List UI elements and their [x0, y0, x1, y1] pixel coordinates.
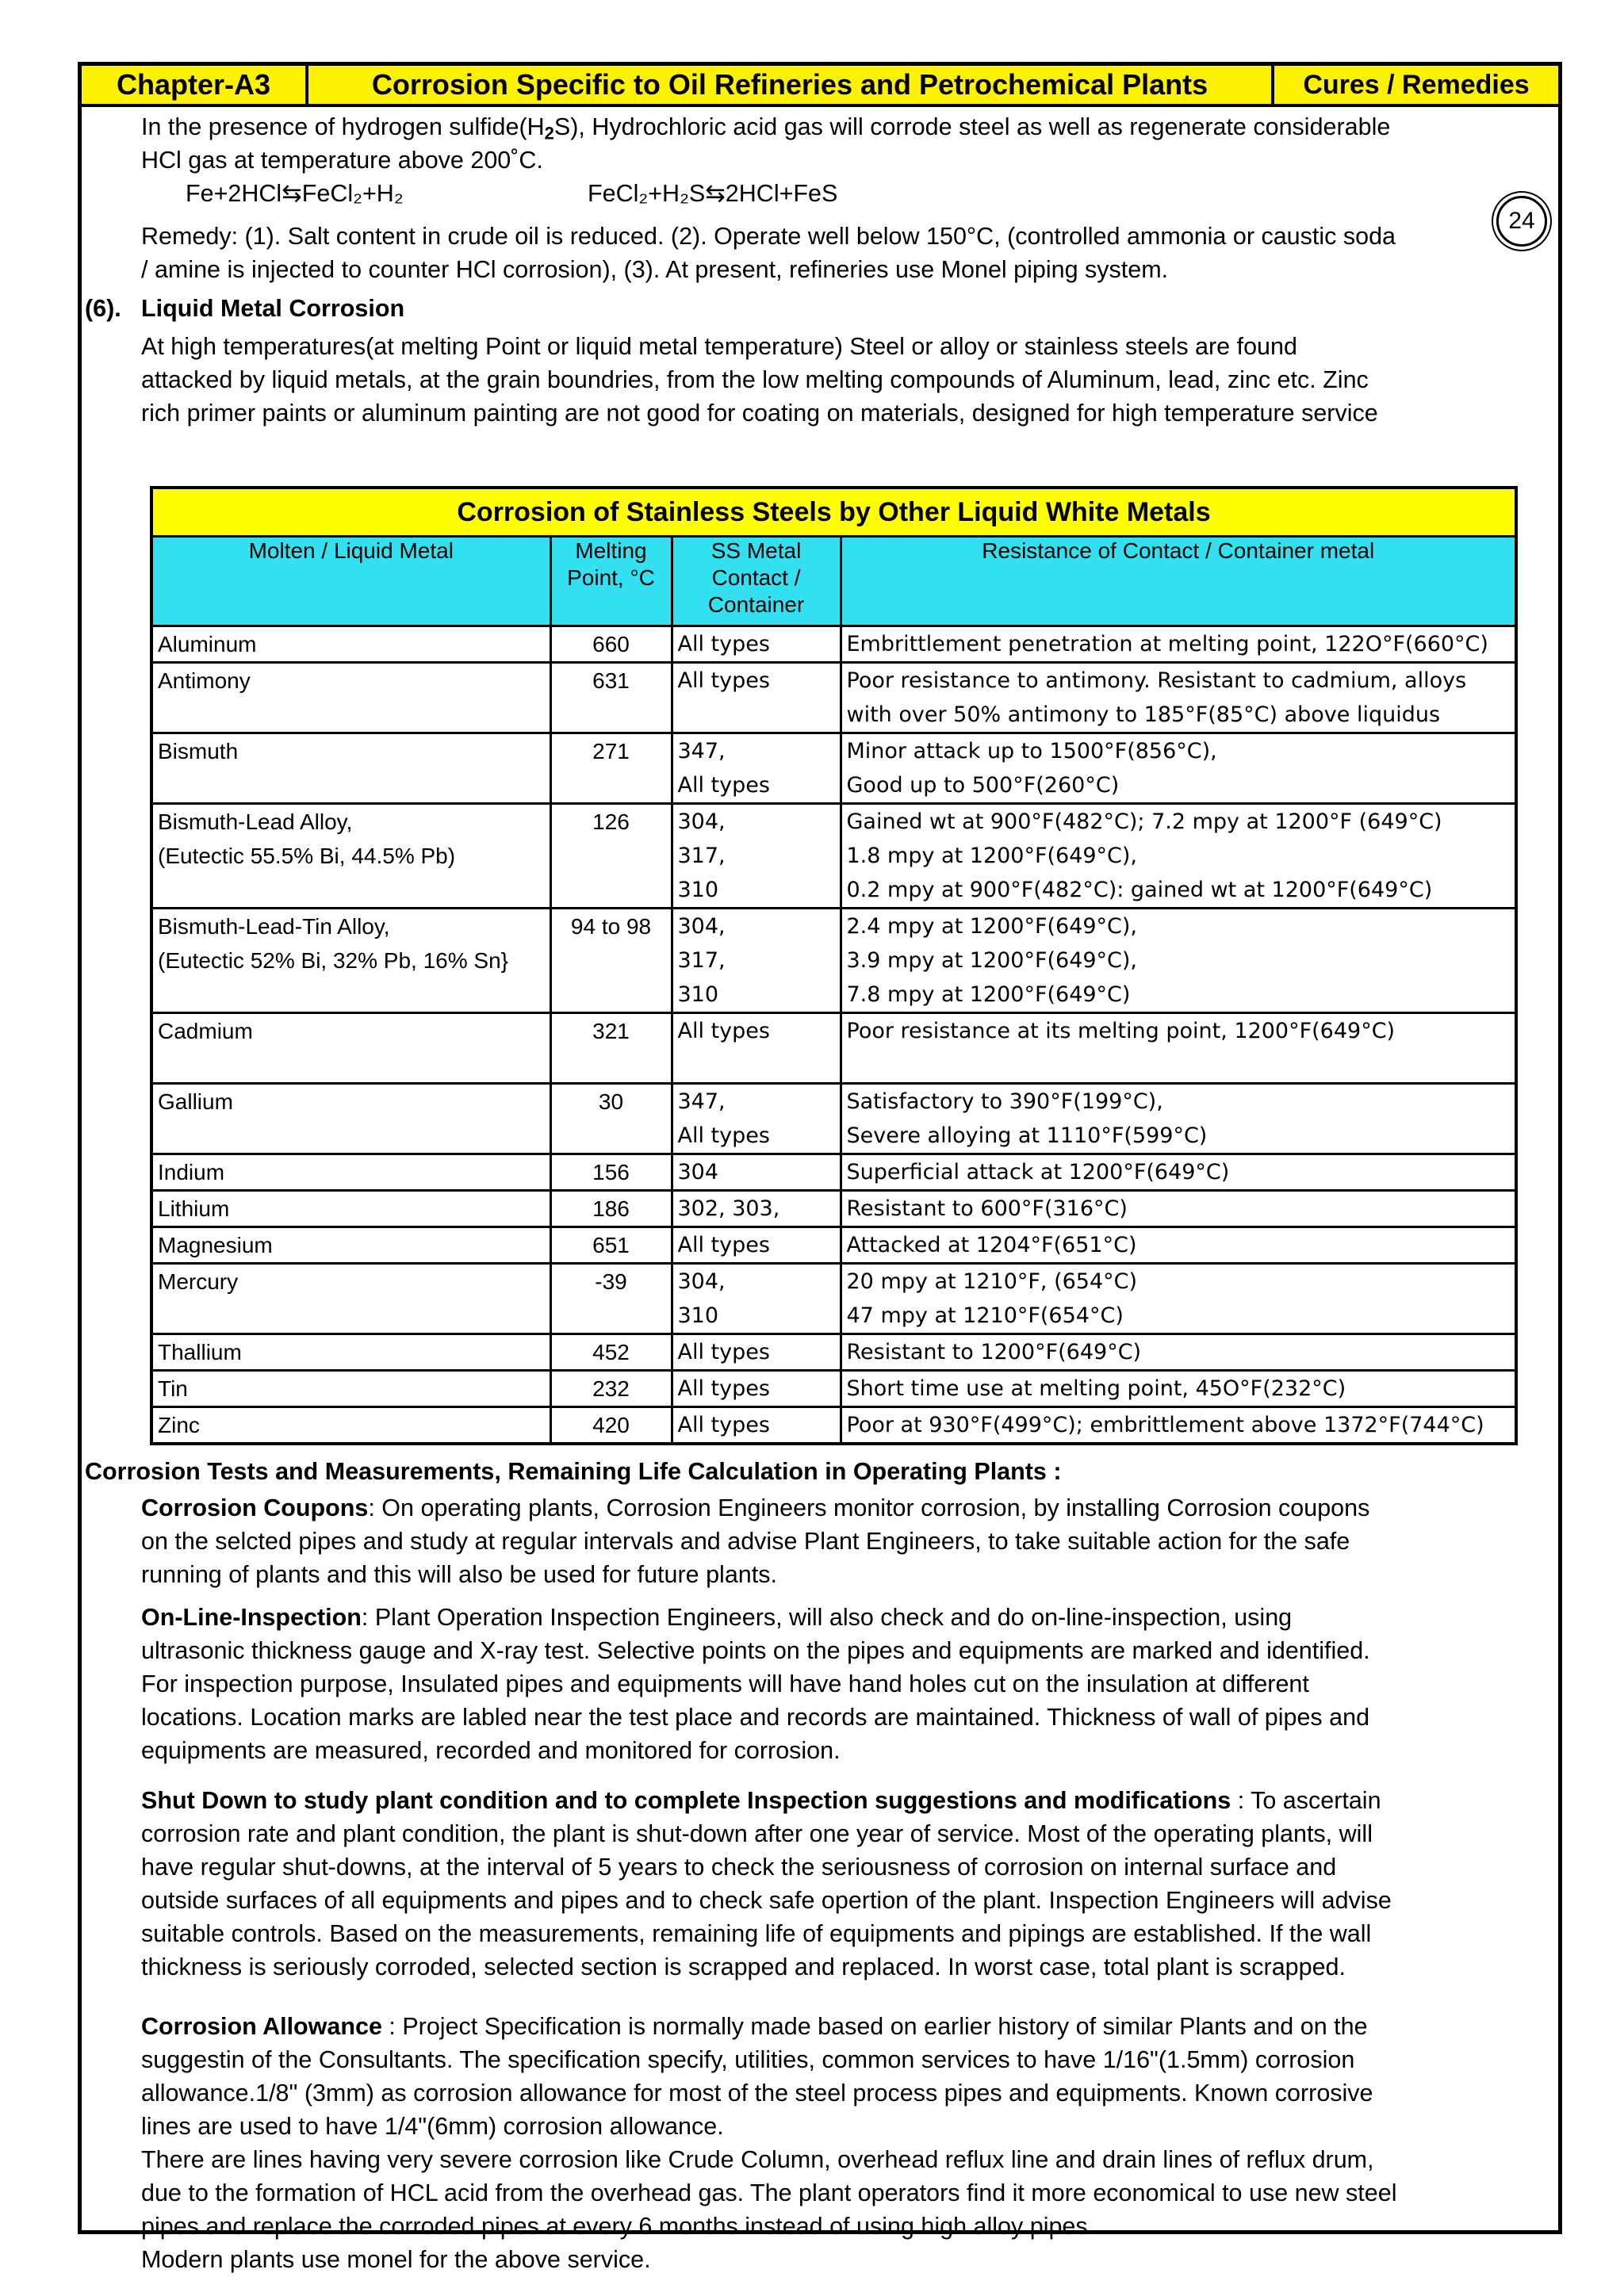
equation-2: FeCl₂+H₂S⇆2HCl+FeS: [588, 180, 838, 207]
table-row: [151, 1407, 1516, 1445]
page-number-badge: 24: [1496, 196, 1547, 247]
ss-contact-cell-text: All types: [677, 773, 770, 798]
melting-point-cell: [550, 1154, 672, 1191]
column-header: Molten / Liquid Metal: [151, 537, 550, 626]
resistance-cell: [841, 1407, 1516, 1445]
ss-contact-cell-text: All types: [677, 1019, 770, 1043]
metal-cell-text: Antimony: [158, 668, 251, 693]
melting-point-cell: [550, 1371, 672, 1407]
resistance-cell-text: Poor resistance at its melting point, 1200°F(649°C): [846, 1019, 1396, 1043]
ss-contact-cell: [672, 1191, 841, 1227]
metal-cell-text: Cadmium: [158, 1019, 253, 1043]
metal-cell-text: Bismuth-Lead Alloy,: [158, 809, 353, 834]
metal-cell-text: Bismuth-Lead-Tin Alloy,: [158, 914, 390, 939]
resistance-cell-text: with over 50% antimony to 185°F(85°C) above liquidus: [846, 702, 1441, 727]
paragraph-line: thickness is seriously corroded, selected section is scrapped and replaced. In worst case, total plant is scrapped.: [141, 1954, 1346, 1980]
ss-contact-cell-text: 304,: [677, 1269, 726, 1294]
ss-contact-cell: [672, 1264, 841, 1334]
paragraph-line: lines are used to have 1/4"(6mm) corrosion allowance.: [141, 2113, 724, 2140]
metal-cell-text: (Eutectic 55.5% Bi, 44.5% Pb): [158, 844, 456, 868]
ss-contact-cell-text: 310: [677, 1303, 719, 1328]
metal-cell: [151, 1013, 550, 1084]
paragraph-line: Modern plants use monel for the above service.: [141, 2246, 651, 2273]
resistance-cell: [841, 626, 1516, 663]
resistance-cell: [841, 1191, 1516, 1227]
table-row: [151, 626, 1516, 663]
resistance-cell: [841, 804, 1516, 909]
metal-cell-text: Bismuth: [158, 739, 239, 763]
metal-cell-text: Tin: [158, 1376, 188, 1401]
paragraph-line: allowance.1/8" (3mm) as corrosion allowance for most of the steel process pipes and equipments. Known corrosive: [141, 2080, 1373, 2107]
ss-contact-cell-text: All types: [677, 632, 770, 656]
section-title: Liquid Metal Corrosion: [141, 295, 405, 322]
table-row: [151, 1227, 1516, 1264]
ss-contact-cell: [672, 1154, 841, 1191]
ss-contact-cell: [672, 1227, 841, 1264]
column-header: Melting Point, °C: [550, 537, 672, 626]
resistance-cell: [841, 1264, 1516, 1334]
ss-contact-cell-text: 317,: [677, 948, 726, 973]
ss-contact-cell: [672, 1371, 841, 1407]
melting-point-cell-text: 321: [592, 1019, 630, 1043]
ss-contact-cell-text: 310: [677, 878, 719, 902]
paragraph-line: outside surfaces of all equipments and pipes and to check safe opertion of the plant. Inspection Engineers will advise: [141, 1887, 1392, 1914]
remedy-line-2: / amine is injected to counter HCl corrosion), (3). At present, refineries use Monel piping system.: [141, 256, 1169, 283]
ss-contact-cell-text: 304,: [677, 914, 726, 939]
table-row: [151, 663, 1516, 733]
metal-cell-text: Mercury: [158, 1269, 239, 1294]
resistance-cell-text: 0.2 mpy at 900°F(482°C): gained wt at 1200°F(649°C): [846, 878, 1433, 902]
paragraph-line: There are lines having very severe corrosion like Crude Column, overhead reflux line and drain lines of reflux drum,: [141, 2146, 1374, 2173]
ss-contact-cell: [672, 804, 841, 909]
melting-point-cell: [550, 1084, 672, 1154]
resistance-cell-text: Resistant to 1200°F(649°C): [846, 1340, 1142, 1364]
paragraph-line: : Plant Operation Inspection Engineers, will also check and do on-line-inspection, using: [361, 1604, 1293, 1631]
resistance-cell-text: 1.8 mpy at 1200°F(649°C),: [846, 844, 1138, 868]
metal-cell-text: Lithium: [158, 1196, 230, 1221]
table-row: [151, 909, 1516, 1013]
page-content: [82, 107, 1558, 2273]
melting-point-cell-text: -39: [595, 1269, 627, 1294]
melting-point-cell: [550, 909, 672, 1013]
resistance-cell: [841, 1227, 1516, 1264]
section-line-2: attacked by liquid metals, at the grain boundries, from the low melting compounds of Aluminum, lead, zinc etc. Zinc: [141, 366, 1369, 393]
page-frame: [78, 62, 1562, 2273]
melting-point-cell: [550, 1407, 672, 1445]
liquid-metal-table: [150, 486, 1518, 1445]
ss-contact-cell-text: All types: [677, 1233, 770, 1257]
chapter-title: Corrosion Specific to Oil Refineries and Petrochemical Plants: [308, 66, 1274, 104]
metal-cell: [151, 1407, 550, 1445]
metal-cell-text: Zinc: [158, 1413, 200, 1437]
paragraph-line: For inspection purpose, Insulated pipes and equipments will have hand holes cut on the insulation at different: [141, 1670, 1309, 1697]
resistance-cell-text: Short time use at melting point, 45O°F(232°C): [846, 1376, 1346, 1401]
remedy-line-1: Remedy: (1). Salt content in crude oil is reduced. (2). Operate well below 150°C, (controlled ammonia or caustic soda: [141, 223, 1396, 250]
melting-point-cell-text: 232: [592, 1376, 630, 1401]
resistance-cell-text: 2.4 mpy at 1200°F(649°C),: [846, 914, 1138, 939]
section-line-1: At high temperatures(at melting Point or liquid metal temperature) Steel or alloy or stainless steels are found: [141, 333, 1297, 360]
resistance-cell-text: Superficial attack at 1200°F(649°C): [846, 1160, 1230, 1184]
online-paragraph: [141, 1601, 1553, 1767]
metal-cell: [151, 1264, 550, 1334]
ss-contact-cell-text: 304,: [677, 809, 726, 834]
metal-cell: [151, 733, 550, 804]
paragraph-line: equipments are measured, recorded and monitored for corrosion.: [141, 1737, 841, 1764]
table-title: Corrosion of Stainless Steels by Other Liquid White Metals: [151, 488, 1516, 537]
allowance-paragraph: [141, 2010, 1553, 2276]
ss-contact-cell-text: 317,: [677, 844, 726, 868]
resistance-cell-text: Poor at 930°F(499°C); embrittlement above 1372°F(744°C): [846, 1413, 1484, 1437]
section-line-3: rich primer paints or aluminum painting are not good for coating on materials, designed for high temperature service: [141, 400, 1378, 427]
melting-point-cell: [550, 1013, 672, 1084]
shutdown-paragraph: [141, 1784, 1553, 1984]
resistance-cell: [841, 1154, 1516, 1191]
allowance-label: Corrosion Allowance: [141, 2013, 382, 2040]
resistance-cell-text: Gained wt at 900°F(482°C); 7.2 mpy at 1200°F (649°C): [846, 809, 1442, 834]
melting-point-cell-text: 651: [592, 1233, 630, 1257]
melting-point-cell-text: 156: [592, 1160, 630, 1184]
metal-cell: [151, 1154, 550, 1191]
metal-cell: [151, 1371, 550, 1407]
column-header: Resistance of Contact / Container metal: [841, 537, 1516, 626]
resistance-cell: [841, 1371, 1516, 1407]
ss-contact-cell: [672, 909, 841, 1013]
paragraph-line: pipes and replace the corroded pipes at every 6 months instead of using high alloy pipes.: [141, 2213, 1095, 2240]
paragraph-line: ultrasonic thickness gauge and X-ray test. Selective points on the pipes and equipments are marked and identified.: [141, 1637, 1370, 1664]
ss-contact-cell: [672, 733, 841, 804]
resistance-cell: [841, 1334, 1516, 1371]
ss-contact-cell-text: 347,: [677, 739, 726, 763]
ss-contact-cell-text: 302, 303,: [677, 1196, 780, 1221]
ss-contact-cell-text: All types: [677, 1376, 770, 1401]
ss-contact-cell-text: 304: [677, 1160, 719, 1184]
resistance-cell: [841, 1084, 1516, 1154]
ss-contact-cell: [672, 1084, 841, 1154]
melting-point-cell-text: 452: [592, 1340, 630, 1364]
resistance-cell-text: 20 mpy at 1210°F, (654°C): [846, 1269, 1138, 1294]
section-number: (6).: [85, 295, 121, 322]
resistance-cell-text: Embrittlement penetration at melting point, 122O°F(660°C): [846, 632, 1488, 656]
table-row: [151, 1371, 1516, 1407]
table-row: [151, 1264, 1516, 1334]
ss-contact-cell-text: All types: [677, 668, 770, 693]
table-row: [151, 1154, 1516, 1191]
ss-contact-cell-text: All types: [677, 1123, 770, 1148]
ss-contact-cell: [672, 663, 841, 733]
resistance-cell-text: 47 mpy at 1210°F(654°C): [846, 1303, 1124, 1328]
melting-point-cell-text: 271: [592, 739, 630, 763]
melting-point-cell: [550, 804, 672, 909]
coupons-paragraph: [141, 1491, 1553, 1591]
metal-cell: [151, 1191, 550, 1227]
table-row: [151, 1334, 1516, 1371]
resistance-cell-text: Attacked at 1204°F(651°C): [846, 1233, 1137, 1257]
melting-point-cell: [550, 1227, 672, 1264]
ss-contact-cell: [672, 626, 841, 663]
tests-heading: Corrosion Tests and Measurements, Remaining Life Calculation in Operating Plants :: [85, 1458, 1062, 1485]
melting-point-cell: [550, 626, 672, 663]
melting-point-cell-text: 660: [592, 632, 630, 656]
ss-contact-cell-text: 310: [677, 982, 719, 1007]
paragraph-line: have regular shut-downs, at the interval of 5 years to check the seriousness of corrosion on internal surface and: [141, 1854, 1337, 1881]
ss-contact-cell-text: All types: [677, 1340, 770, 1364]
paragraph-line: : Project Specification is normally made based on earlier history of similar Plants and on the: [381, 2013, 1368, 2040]
metal-cell-text: Magnesium: [158, 1233, 273, 1257]
paragraph-line: suitable controls. Based on the measurements, remaining life of equipments and pipings are established. If the wall: [141, 1920, 1372, 1947]
table-row: [151, 733, 1516, 804]
table-row: [151, 804, 1516, 909]
paragraph-line: locations. Location marks are labled near the test place and records are maintained. Thickness of wall of pipes and: [141, 1704, 1370, 1731]
paragraph-line: running of plants and this will also be used for future plants.: [141, 1561, 777, 1588]
resistance-cell-text: Resistant to 600°F(316°C): [846, 1196, 1128, 1221]
metal-cell: [151, 1084, 550, 1154]
metal-cell: [151, 663, 550, 733]
paragraph-line: suggestin of the Consultants. The specification specify, utilities, common services to have 1/16"(1.5mm) corrosion: [141, 2046, 1355, 2073]
resistance-cell-text: Satisfactory to 390°F(199°C),: [846, 1089, 1163, 1114]
table-row: [151, 1084, 1516, 1154]
melting-point-cell-text: 30: [598, 1089, 624, 1114]
resistance-cell-text: Severe alloying at 1110°F(599°C): [846, 1123, 1208, 1148]
column-header: SS Metal Contact / Container: [672, 537, 841, 626]
metal-cell-text: Aluminum: [158, 632, 257, 656]
ss-contact-cell-text: All types: [677, 1413, 770, 1437]
chapter-label: Chapter-A3: [82, 66, 308, 104]
resistance-cell: [841, 733, 1516, 804]
melting-point-cell-text: 631: [592, 668, 630, 693]
metal-cell: [151, 1227, 550, 1264]
resistance-cell-text: Good up to 500°F(260°C): [846, 773, 1120, 798]
intro-line-1: In the presence of hydrogen $sulfide(H_2S)$, Hydrochloric acid gas will corrode steel as well as regenerate considerable: [141, 113, 1391, 144]
melting-point-cell-text: 420: [592, 1413, 630, 1437]
resistance-cell: [841, 909, 1516, 1013]
metal-cell-text: Thallium: [158, 1340, 242, 1364]
resistance-cell: [841, 1013, 1516, 1084]
online-label: On-Line-Inspection: [141, 1604, 362, 1631]
intro-line-2: HCl gas at temperature above 200˚C.: [141, 147, 543, 174]
chapter-header: [82, 66, 1558, 107]
paragraph-line: corrosion rate and plant condition, the plant is shut-down after one year of service. Most of the operating plants, will: [141, 1820, 1373, 1847]
ss-contact-cell-text: 347,: [677, 1089, 726, 1114]
metal-cell-text: Gallium: [158, 1089, 233, 1114]
melting-point-cell: [550, 733, 672, 804]
metal-cell: [151, 626, 550, 663]
ss-contact-cell: [672, 1334, 841, 1371]
resistance-cell: [841, 663, 1516, 733]
paragraph-line: due to the formation of HCL acid from the overhead gas. The plant operators find it more economical to use new steel: [141, 2179, 1397, 2206]
ss-contact-cell: [672, 1407, 841, 1445]
metal-cell-text: (Eutectic 52% Bi, 32% Pb, 16% Sn}: [158, 948, 509, 973]
melting-point-cell: [550, 663, 672, 733]
paragraph-line: : To ascertain: [1231, 1787, 1381, 1814]
metal-cell-text: Indium: [158, 1160, 225, 1184]
cures-label: Cures / Remedies: [1303, 69, 1530, 100]
table-row: [151, 1191, 1516, 1227]
resistance-cell-text: Minor attack up to 1500°F(856°C),: [846, 739, 1217, 763]
ss-contact-cell: [672, 1013, 841, 1084]
melting-point-cell-text: 94 to 98: [570, 914, 652, 939]
equation-1: Fe+2HCl⇆FeCl₂+H₂: [186, 180, 404, 207]
table-row: [151, 1013, 1516, 1084]
metal-cell: [151, 804, 550, 909]
paragraph-line: : On operating plants, Corrosion Engineers monitor corrosion, by installing Corrosion coupons: [368, 1494, 1370, 1521]
melting-point-cell-text: 126: [592, 809, 630, 834]
melting-point-cell: [550, 1264, 672, 1334]
melting-point-cell: [550, 1191, 672, 1227]
resistance-cell-text: 3.9 mpy at 1200°F(649°C),: [846, 948, 1138, 973]
metal-cell: [151, 1334, 550, 1371]
resistance-cell-text: 7.8 mpy at 1200°F(649°C): [846, 982, 1131, 1007]
coupons-label: Corrosion Coupons: [141, 1494, 369, 1521]
melting-point-cell-text: 186: [592, 1196, 630, 1221]
resistance-cell-text: Poor resistance to antimony. Resistant to cadmium, alloys: [846, 668, 1467, 693]
melting-point-cell: [550, 1334, 672, 1371]
paragraph-line: on the selcted pipes and study at regular intervals and advise Plant Engineers, to take suitable action for the safe: [141, 1528, 1350, 1555]
shutdown-label: Shut Down to study plant condition and to complete Inspection suggestions and modifications: [141, 1787, 1231, 1814]
metal-cell: [151, 909, 550, 1013]
